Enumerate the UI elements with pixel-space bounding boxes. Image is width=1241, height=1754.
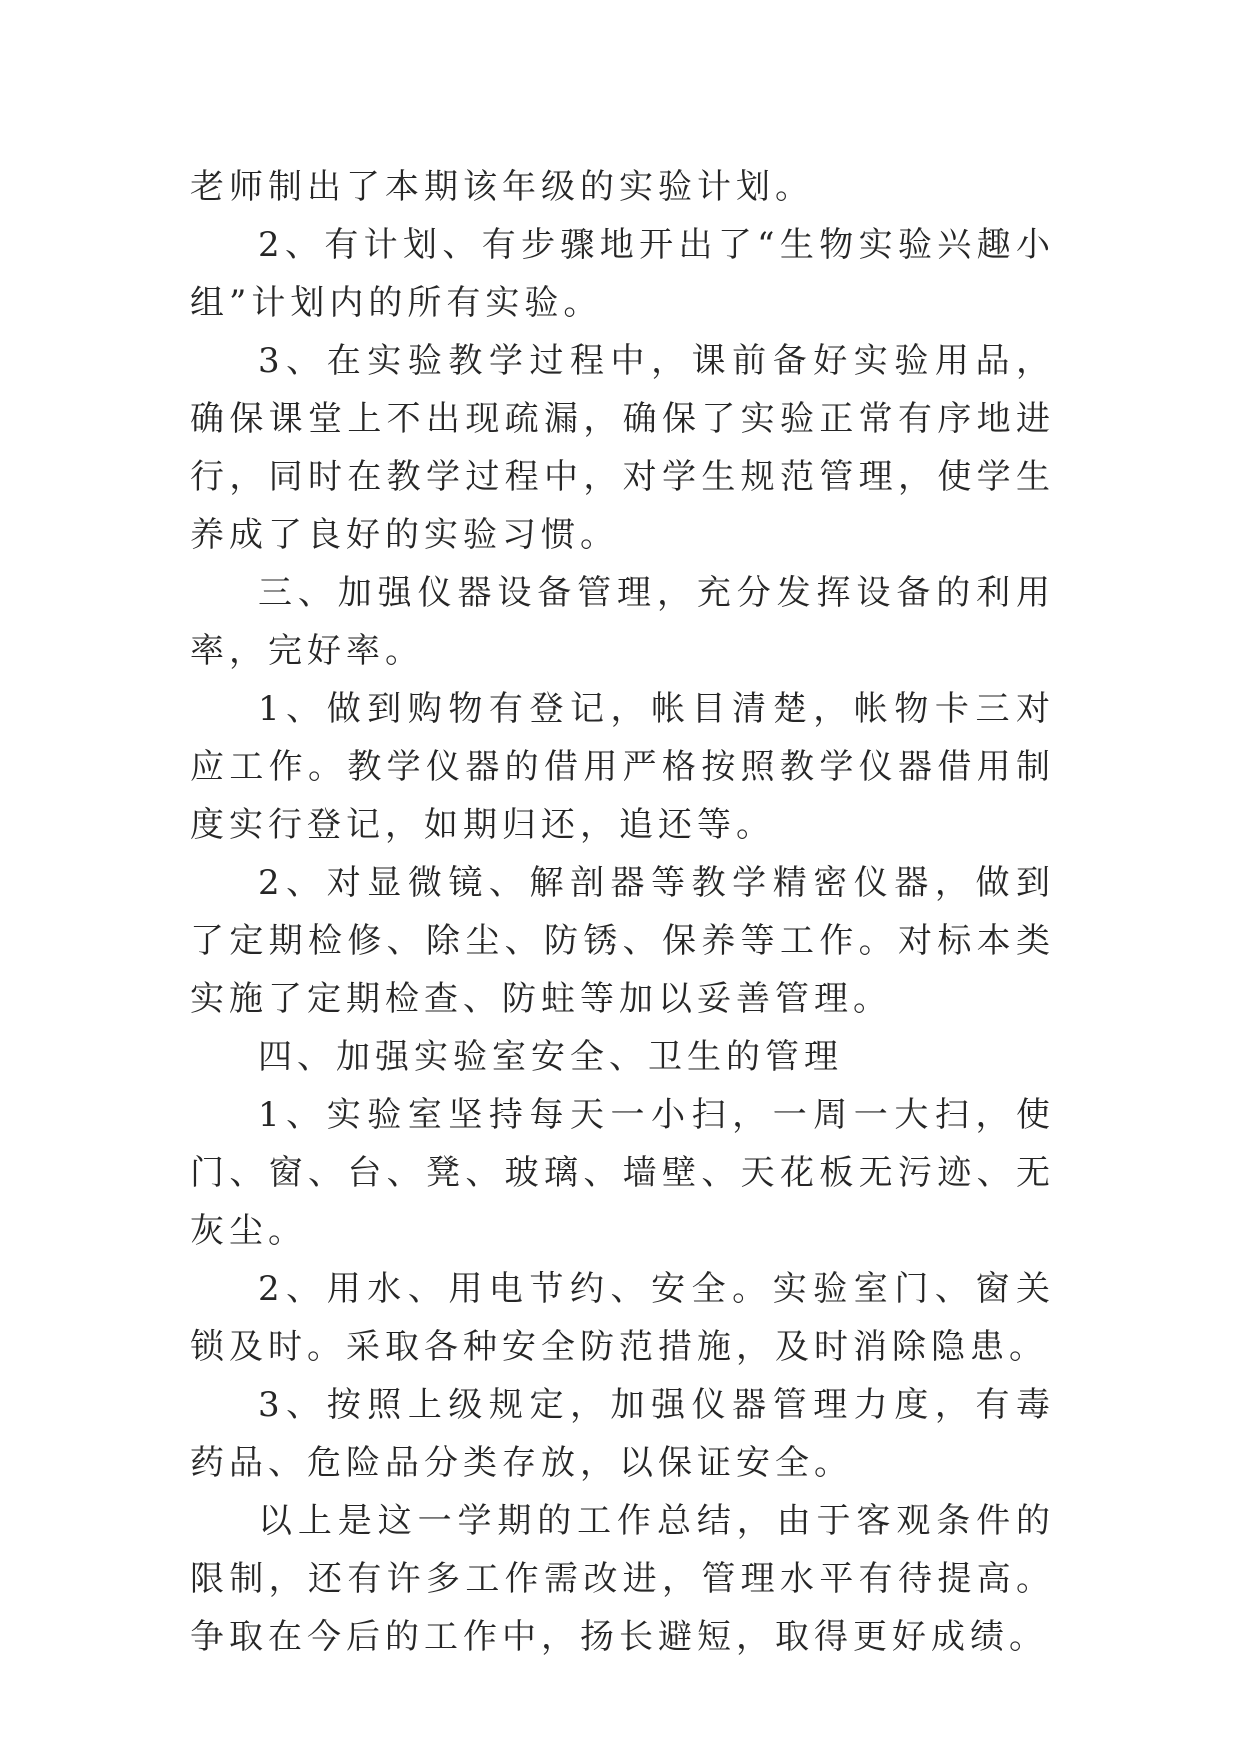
paragraph-1: 老师制出了本期该年级的实验计划。 [190, 167, 814, 207]
paragraph-3: 3、在实验教学过程中，课前备好实验用品，确保课堂上不出现疏漏，确保了实验正常有序地进行，同时在教学过程中，对学生规范管理，使学生养成了良好的实验习惯。 [190, 341, 1055, 555]
closing-paragraph: 以上是这一学期的工作总结，由于客观条件的限制，还有许多工作需改进，管理水平有待提高。争取在今后的工作中，扬长避短，取得更好成绩。 [190, 1501, 1055, 1657]
section-heading-3: 三、加强仪器设备管理，充分发挥设备的利用率，完好率。 [190, 573, 1055, 671]
paragraph-5: 2、对显微镜、解剖器等教学精密仪器，做到了定期检修、除尘、防锈、保养等工作。对标本类实施了定期检查、防蛀等加以妥善管理。 [190, 863, 1055, 1019]
paragraph-4: 1、做到购物有登记，帐目清楚，帐物卡三对应工作。教学仪器的借用严格按照教学仪器借用制度实行登记，如期归还，追还等。 [190, 689, 1055, 845]
section-heading-4: 四、加强实验室安全、卫生的管理 [258, 1037, 843, 1077]
paragraph-6: 1、实验室坚持每天一小扫，一周一大扫，使门、窗、台、凳、玻璃、墙壁、天花板无污迹、无灰尘。 [190, 1095, 1055, 1251]
paragraph-7: 2、用水、用电节约、安全。实验室门、窗关锁及时。采取各种安全防范措施，及时消除隐患。 [190, 1269, 1055, 1367]
paragraph-8: 3、按照上级规定，加强仪器管理力度，有毒药品、危险品分类存放，以保证安全。 [190, 1385, 1055, 1483]
paragraph-2: 2、有计划、有步骤地开出了“生物实验兴趣小组”计划内的所有实验。 [190, 225, 1055, 323]
document-body [190, 158, 1055, 1666]
